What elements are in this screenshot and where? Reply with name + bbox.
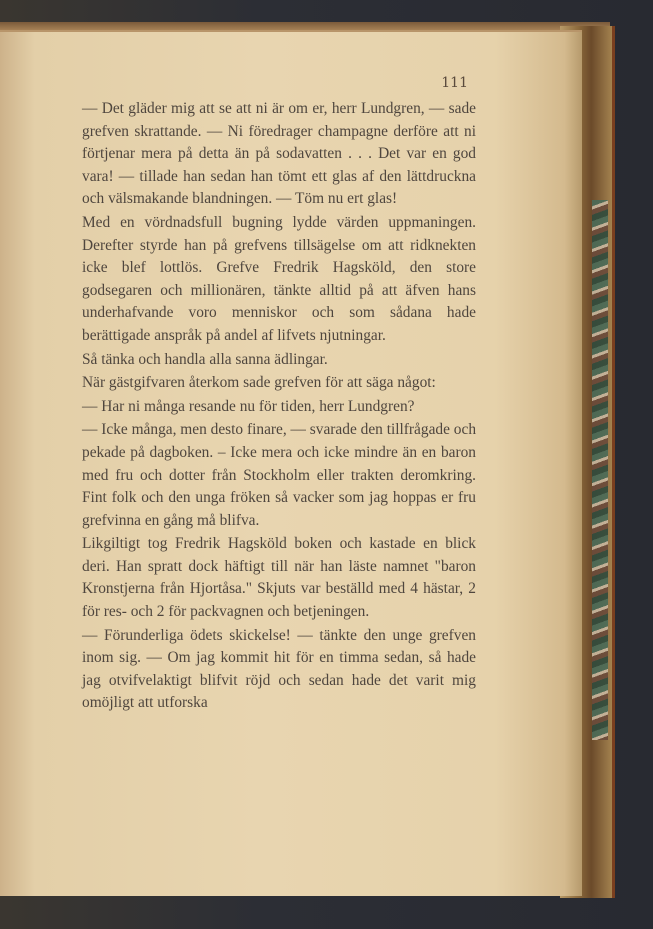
marbled-cover bbox=[592, 200, 608, 740]
paragraph: Med en vördnadsfull bugning lydde värden uppmaningen. Derefter styrde han på grefvens tillsägelse om att ridknekten icke blef lottlös. Grefve Fredrik Hagsköld, den store godsegaren och millionären, tänkte alltid på att äfven hans underhafvande voro menniskor och som sådana hade berättigade anspråk på andel af lifvets njutningar. bbox=[82, 213, 476, 344]
paragraph: När gästgifvaren återkom sade grefven för att säga något: bbox=[82, 374, 436, 392]
paragraph: Likgiltigt tog Fredrik Hagsköld boken och kastade en blick deri. Han spratt dock häftigt till när han läste namnet "baron Kronstjerna från Hjortåsa." Skjuts var beställd med 4 hästar, 2 för res- och 2 för packvagnen och betjeningen. bbox=[82, 535, 476, 621]
paragraph: — Icke många, men desto finare, — svarade den tillfrågade och pekade på dagboken. – Icke mera och icke mindre än en baron med fru och dotter från Stockholm eller trakten deromkring. Fint folk och den unga fröken så vacker som jag hoppas er fru grefvinna en gång må blifva. bbox=[82, 421, 477, 529]
page-number: 111 bbox=[441, 75, 468, 91]
page-text bbox=[82, 98, 476, 715]
paragraph: — Har ni många resande nu för tiden, herr Lundgren? bbox=[82, 397, 415, 415]
paragraph: — Det gläder mig att se att ni är om er, herr Lundgren, — sade grefven skrattande. — Ni föredrager champagne derföre att ni förtjenar mera på detta än på sodavatten . . . Det var en god vara! — tillade han sedan han tömt ett glas af den lättdruckna och välsmakande blandningen. — Töm nu ert glas! bbox=[82, 100, 476, 208]
paragraph: Så tänka och handla alla sanna ädlingar. bbox=[82, 350, 328, 368]
paragraph: — Förunderliga ödets skickelse! — tänkte den unge grefven inom sig. — Om jag kommit hit för en timma sedan, så hade jag otvifvelaktigt blifvit röjd och sedan hade det varit mig omöjligt att utforska bbox=[82, 626, 476, 712]
